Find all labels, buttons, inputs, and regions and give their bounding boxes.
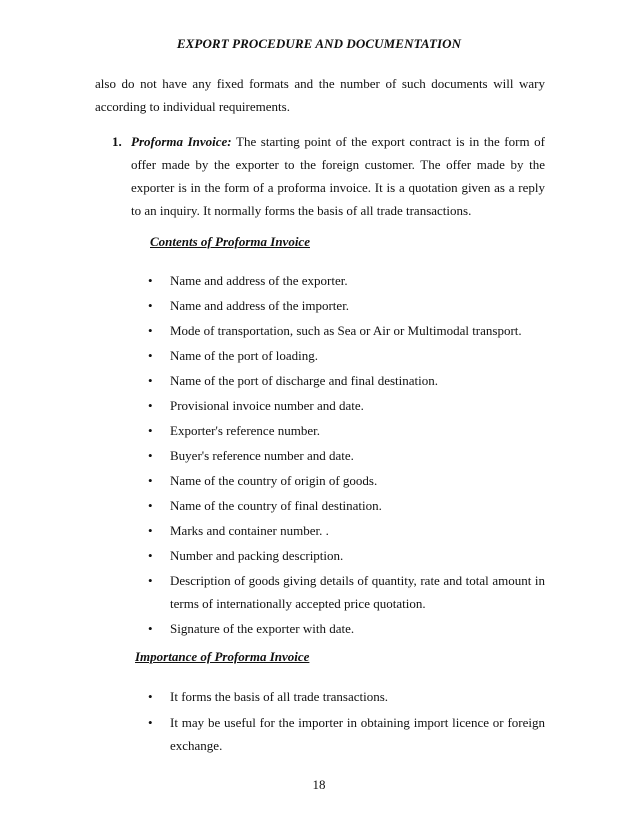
list-item xyxy=(145,444,545,467)
page-number: 18 xyxy=(312,777,326,792)
bullet-icon: • xyxy=(148,689,153,704)
list-item xyxy=(145,494,545,517)
section-text: The starting point of the export contract is in the form of offer made by the exporter to the foreign customer. The offer made by the exporter is in the form of a proforma invoice. It is a quotation given as a reply to an inquiry. It normally forms the basis of all trade transactions. xyxy=(131,134,545,218)
page-header: EXPORT PROCEDURE AND DOCUMENTATION xyxy=(176,36,462,51)
section-number: 1. xyxy=(112,134,122,149)
list-item-text: Marks and container number. . xyxy=(170,523,329,538)
list-item-text: Description of goods giving details of quantity, rate and total amount in terms of internationally accepted price quotation. xyxy=(170,573,545,611)
section-body xyxy=(131,130,545,222)
bullet-icon: • xyxy=(148,523,153,538)
list-item xyxy=(145,394,545,417)
bullet-icon: • xyxy=(148,548,153,563)
list-item xyxy=(145,569,545,615)
list-item xyxy=(145,344,545,367)
bullet-icon: • xyxy=(148,323,153,338)
list-item xyxy=(145,294,545,317)
list-item xyxy=(145,269,545,292)
list-item-text: Name and address of the importer. xyxy=(170,298,350,313)
list-item-text: Name and address of the exporter. xyxy=(170,273,348,288)
bullet-icon: • xyxy=(148,498,153,513)
list-item-text: Exporter's reference number. xyxy=(170,423,320,438)
list-item xyxy=(145,369,545,392)
list-item-text: Name of the country of origin of goods. xyxy=(170,473,378,488)
importance-list xyxy=(145,685,545,757)
list-item xyxy=(145,617,545,640)
importance-heading: Importance of Proforma Invoice xyxy=(135,649,310,664)
list-item-text: Signature of the exporter with date. xyxy=(170,621,355,636)
list-item xyxy=(145,685,545,708)
bullet-icon: • xyxy=(148,298,153,313)
bullet-icon: • xyxy=(148,423,153,438)
list-item-text: Mode of transportation, such as Sea or Air or Multimodal transport. xyxy=(170,323,522,338)
numbered-section xyxy=(112,130,545,222)
section-title: Proforma Invoice: xyxy=(131,134,232,149)
bullet-icon: • xyxy=(148,273,153,288)
bullet-icon: • xyxy=(148,348,153,363)
list-item-text: It forms the basis of all trade transactions. xyxy=(170,689,389,704)
list-item-text: Name of the country of final destination. xyxy=(170,498,382,513)
bullet-icon: • xyxy=(148,398,153,413)
list-item xyxy=(145,419,545,442)
list-item xyxy=(145,469,545,492)
list-item-text: It may be useful for the importer in obtaining import licence or foreign exchange. xyxy=(170,715,545,753)
list-item-text: Provisional invoice number and date. xyxy=(170,398,364,413)
bullet-icon: • xyxy=(148,373,153,388)
list-item-text: Number and packing description. xyxy=(170,548,344,563)
list-item xyxy=(145,319,545,342)
bullet-icon: • xyxy=(148,573,153,588)
list-item xyxy=(145,544,545,567)
contents-list xyxy=(145,269,545,640)
bullet-icon: • xyxy=(148,715,153,730)
contents-heading: Contents of Proforma Invoice xyxy=(150,234,310,249)
list-item-text: Name of the port of discharge and final destination. xyxy=(170,373,438,388)
list-item-text: Name of the port of loading. xyxy=(170,348,319,363)
bullet-icon: • xyxy=(148,621,153,636)
list-item xyxy=(145,519,545,542)
bullet-icon: • xyxy=(148,448,153,463)
intro-paragraph: also do not have any fixed formats and the number of such documents will wary according to individual requirements. xyxy=(95,76,545,114)
list-item xyxy=(145,711,545,757)
bullet-icon: • xyxy=(148,473,153,488)
list-item-text: Buyer's reference number and date. xyxy=(170,448,354,463)
